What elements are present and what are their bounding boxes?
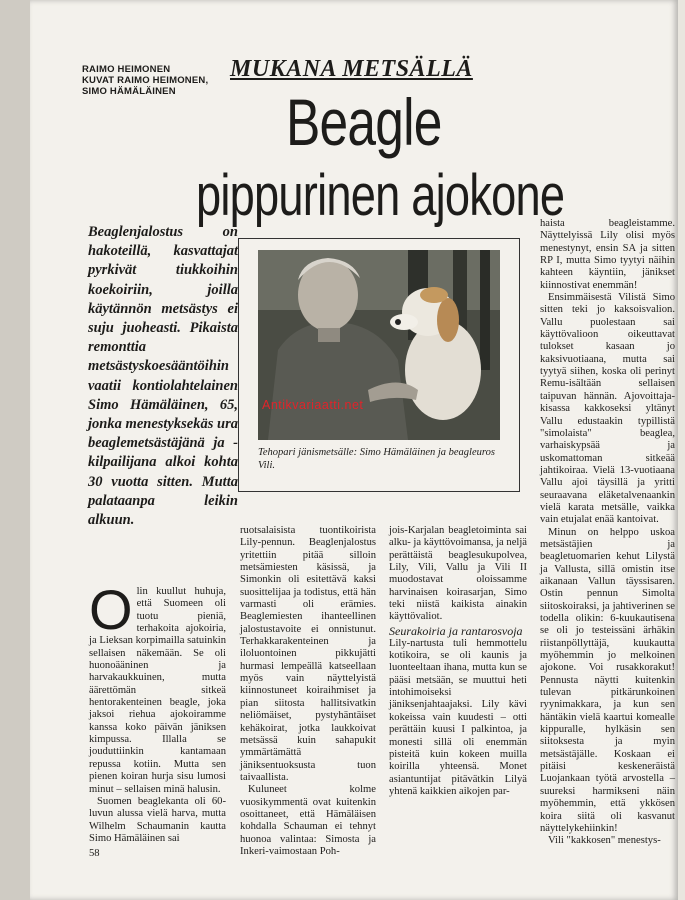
credit-photographer: SIMO HÄMÄLÄINEN	[82, 86, 176, 97]
paragraph: ruotsalaisista tuontikoirista Lily-pennun. Beaglenjalostus yritettiin pitää silloin metsämiesten käsissä, ja Simonkin oli esitettävä kaksi suosittelijaa ja todistus, että hän varmasti oli erämies. Beaglemiesten ihanteellinen jalostustavoite ei onnistunut. Terhakkarakenteinen ja iloluontoinen pikkujätti hurmasi lempeällä katseellaan myös vain näyttelyistä kiinnostuneet koiraihmiset ja pian siitosta hallitsivatkin neliömäiset, pystyhäntäiset kehäkoirat, jotka laukkoivat metsässä kuin sahapukit ymmärtämättä jäniksentuoksusta tuon taivaallista.	[240, 525, 376, 783]
byline	[82, 64, 242, 97]
credit-photos: KUVAT RAIMO HEIMONEN,	[82, 75, 209, 86]
section-kicker: MUKANA METSÄLLÄ	[230, 56, 473, 82]
paragraph: jois-Karjalan beagletoiminta sai alku- ja käyttövoimansa, ja neljä perättäistä beaglesukupolvea, Lily, Vili, Vallu ja Vili II muodostavat oloissamme harvinaisen koirasarjan, Simo teki niistä kaikista ainakin käyttövaliot.	[389, 525, 527, 623]
headline-line1: Beagle	[286, 85, 442, 159]
paragraph: lin kuullut huhuja, että Suomeen oli tuotu pieniä, terhakoita ajokoiria, ja Lieksan korpimailla satuinkin sellaisen näkemään. Se oli huonoääninen ja harvakaukkuinen, mutta äärettömän sitkeä hentorakenteinen beagle, joka jaksoi riehua ajokoiramme kanssa koko päivän jäniksen kimpussa. Illalla se jouduttiinkin kantamaan repussa kotiin. Mutta sen pienen koiran hurja sisu lumosi minut – sellaisen minä halusin.	[89, 586, 226, 795]
paragraph: Vili "kakkosen" menestys-	[548, 835, 661, 847]
paragraph: Lily-nartusta tuli hemmottelu kotikoira, se oli kaunis ja luonteeltaan ihana, mutta kun se pääsi metsään, se muuttui heti intohimoiseksi jäniksenjahtaajaksi. Lily kävi kokeissa vain kuudesti – otti perättäin kuusi I palkintoa, ja monesti sillä oli enemmän pisteitä kuin kokeen muilla koirilla yhteensä. Monet asiantuntijat pitävätkin Lilyä yhtenä kaikkien aikojen par-	[389, 637, 527, 797]
headline-line2: pippurinen ajokone	[196, 163, 565, 228]
credit-author: RAIMO HEIMONEN	[82, 64, 171, 75]
paragraph: Suomen beaglekanta oli 60-luvun alussa vielä harva, mutta Wilhelm Schaumanin kautta Simo Hämäläinen sai	[89, 795, 226, 844]
paragraph: Minun on helppo uskoa metsästäjien ja beagletuomarien kehut Lilystä ja Vallusta, sillä omistin itse aikanaan Vallun täyssisaren. Ostin pennun Simolta siitoskoiraksi, ja jahtiverinen se todella olikin: 6-kuukautisena se oli jo testeissäni ärhäkin riistanpöllyttäjä, kuukautta myöhemmin jo melkoinen ajokone. Voi rusakkorakut! Pennusta näytti kuitenkin tulevan pitkärunkoinen ryynimakkara, ja kun sen häntäkin vielä kaartui komealle kippuralle, hylkäsin sen siitoksesta ja myin metsästäjälle. Koskaan ei pitäisi keskeneräistä Luojankaan työtä arvostella – suureksi harmikseni näin myöhemmin, että ykkösen koira siitä oli kasvanut näyttelykehiinkin!	[540, 526, 675, 834]
body-column-3	[389, 525, 527, 798]
body-column-4	[540, 218, 675, 848]
photo-caption: Tehopari jänismetsälle: Simo Hämäläinen ja beagleuros Vili.	[258, 447, 495, 471]
drop-cap: O	[89, 578, 133, 641]
paragraph: Ensimmäisestä Vilistä Simo sitten teki jo kaksoisvalion. Vallu puolestaan sai käyttövalioon oikeuttavat tulokset kasaan jo kaksivuotiaana, mutta sai tyytyä siihen, koska oli perinyt Remu-isältään sellaisen taipuvan hännän. Ajovoittaja-kisassa kakkoseksi yltänyt Vallu edustaakin typillistä "simolaista" beaglea, varhaiskypsää ja uskomattoman sitkeää jahtikoiraa. Vielä 13-vuotiaana Vallu ajoi täysillä ja yritti seuraavana eläketalvenaankin vielä karata metsälle, vaikka vain etujalat enää kantoivat.	[540, 292, 675, 526]
page-number: 58	[89, 848, 100, 859]
body-column-1	[89, 578, 226, 845]
lede-paragraph: Beaglenjalostus on hakoteillä, kasvattajat pyrkivät tiukkoihin koekoiriin, joilla käytännön metsästys ei suju juoheasti. Pikaista remonttia metsästyskoesääntöihin vaatii kontiolahtelainen Simo Hämäläinen, 65, jonka menestyksekäs ura beaglemetsästäjänä ja -kilpailijana alkoi kohta 30 vuotta sitten. Mutta palataanpa leikin alkuun.	[88, 224, 238, 529]
body-column-2	[240, 525, 376, 858]
watermark-text: Antikvariaatti.net	[262, 398, 364, 412]
paragraph: haista beagleistamme. Näyttelyissä Lily olisi myös menestynyt, ensin SA ja sitten RP I, mutta Simo tyytyi näihin kahteen käyntiin, jänikset kiinnostivat enemmän!	[540, 218, 675, 291]
binding-spine	[0, 0, 30, 900]
paragraph: Kuluneet kolme vuosikymmentä ovat kuitenkin osoittaneet, että Hämäläisen kohdalla Schauman ei tehnyt huonoa valintaa: Simosta ja Inkeri-vaimostaan Poh-	[240, 784, 376, 857]
subheading: Seurakoiria ja rantarosvoja	[389, 623, 523, 638]
